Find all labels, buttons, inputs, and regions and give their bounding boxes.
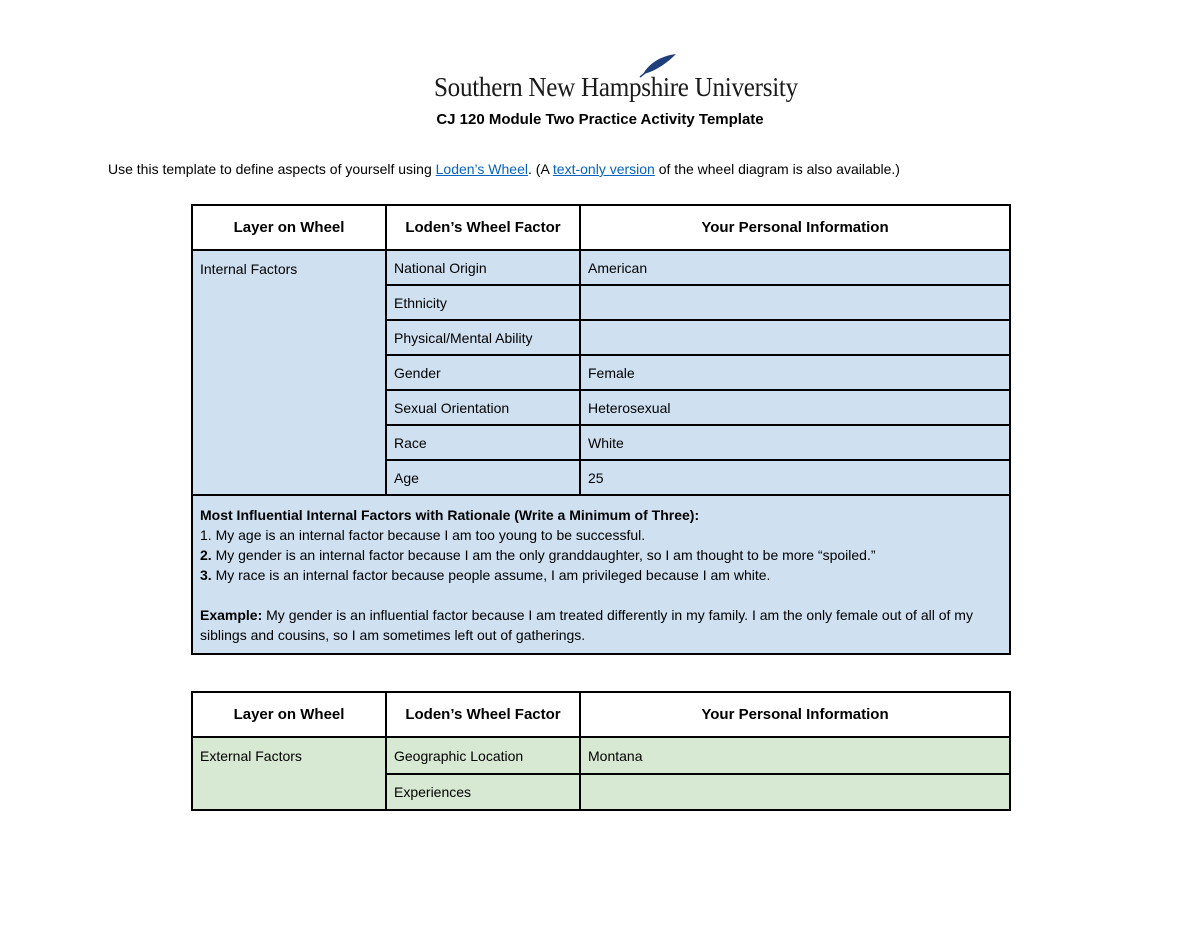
rationale-number: 2. xyxy=(200,547,212,563)
leaf-icon xyxy=(638,52,678,78)
header-factor: Loden’s Wheel Factor xyxy=(386,692,580,737)
rationale-item xyxy=(200,545,1002,565)
rationale-text: My age is an internal factor because I am too young to be successful. xyxy=(211,527,646,543)
header-info: Your Personal Information xyxy=(580,692,1010,737)
external-factors-table xyxy=(191,691,1011,811)
factor-cell: Ethnicity xyxy=(386,285,580,320)
info-cell xyxy=(580,774,1010,810)
rationale-number: 3. xyxy=(200,567,212,583)
header-factor: Loden’s Wheel Factor xyxy=(386,205,580,250)
intro-text-middle: . (A xyxy=(528,161,553,177)
header-layer: Layer on Wheel xyxy=(192,692,386,737)
table-header-row xyxy=(192,692,1010,737)
info-cell: 25 xyxy=(580,460,1010,495)
table-row xyxy=(192,737,1010,774)
factor-cell: Physical/Mental Ability xyxy=(386,320,580,355)
info-cell: Heterosexual xyxy=(580,390,1010,425)
snhu-logo xyxy=(434,52,798,104)
layer-internal-factors: Internal Factors xyxy=(192,250,386,495)
header-info: Your Personal Information xyxy=(580,205,1010,250)
layer-external-factors: External Factors xyxy=(192,737,386,810)
factor-cell: Race xyxy=(386,425,580,460)
rationale-cell xyxy=(192,495,1010,654)
info-cell xyxy=(580,320,1010,355)
info-cell: American xyxy=(580,250,1010,285)
rationale-number: 1. xyxy=(200,527,212,543)
logo-wordmark: Southern New Hampshire University xyxy=(434,72,798,102)
intro-text-end: of the wheel diagram is also available.) xyxy=(654,161,900,177)
rationale-item xyxy=(200,525,1002,545)
document-title: CJ 120 Module Two Practice Activity Template xyxy=(436,111,764,128)
rationale-heading: Most Influential Internal Factors with Rationale (Write a Minimum of Three): xyxy=(200,507,700,523)
header-layer: Layer on Wheel xyxy=(192,205,386,250)
lodens-wheel-link[interactable]: Loden’s Wheel xyxy=(435,161,528,177)
example-paragraph xyxy=(200,605,1002,645)
intro-paragraph xyxy=(108,161,900,177)
table-row xyxy=(192,250,1010,285)
example-text: My gender is an influential factor because I am treated differently in my family. I am the only female out of all of my siblings and cousins, so I am sometimes left out of gatherings. xyxy=(200,607,973,643)
rationale-item xyxy=(200,565,1002,585)
factor-cell: Experiences xyxy=(386,774,580,810)
rationale-text: My gender is an internal factor because I am the only granddaughter, so I am thought to be more “spoiled.” xyxy=(211,547,876,563)
rationale-text: My race is an internal factor because people assume, I am privileged because I am white. xyxy=(211,567,771,583)
factor-cell: National Origin xyxy=(386,250,580,285)
info-cell: Female xyxy=(580,355,1010,390)
info-cell: White xyxy=(580,425,1010,460)
info-cell xyxy=(580,285,1010,320)
internal-factors-table xyxy=(191,204,1011,655)
factor-cell: Geographic Location xyxy=(386,737,580,774)
factor-cell: Sexual Orientation xyxy=(386,390,580,425)
example-label: Example: xyxy=(200,607,263,623)
rationale-row xyxy=(192,495,1010,654)
factor-cell: Gender xyxy=(386,355,580,390)
info-cell: Montana xyxy=(580,737,1010,774)
table-header-row xyxy=(192,205,1010,250)
factor-cell: Age xyxy=(386,460,580,495)
text-only-version-link[interactable]: text-only version xyxy=(552,161,655,177)
intro-text-start: Use this template to define aspects of yourself using xyxy=(108,161,436,177)
